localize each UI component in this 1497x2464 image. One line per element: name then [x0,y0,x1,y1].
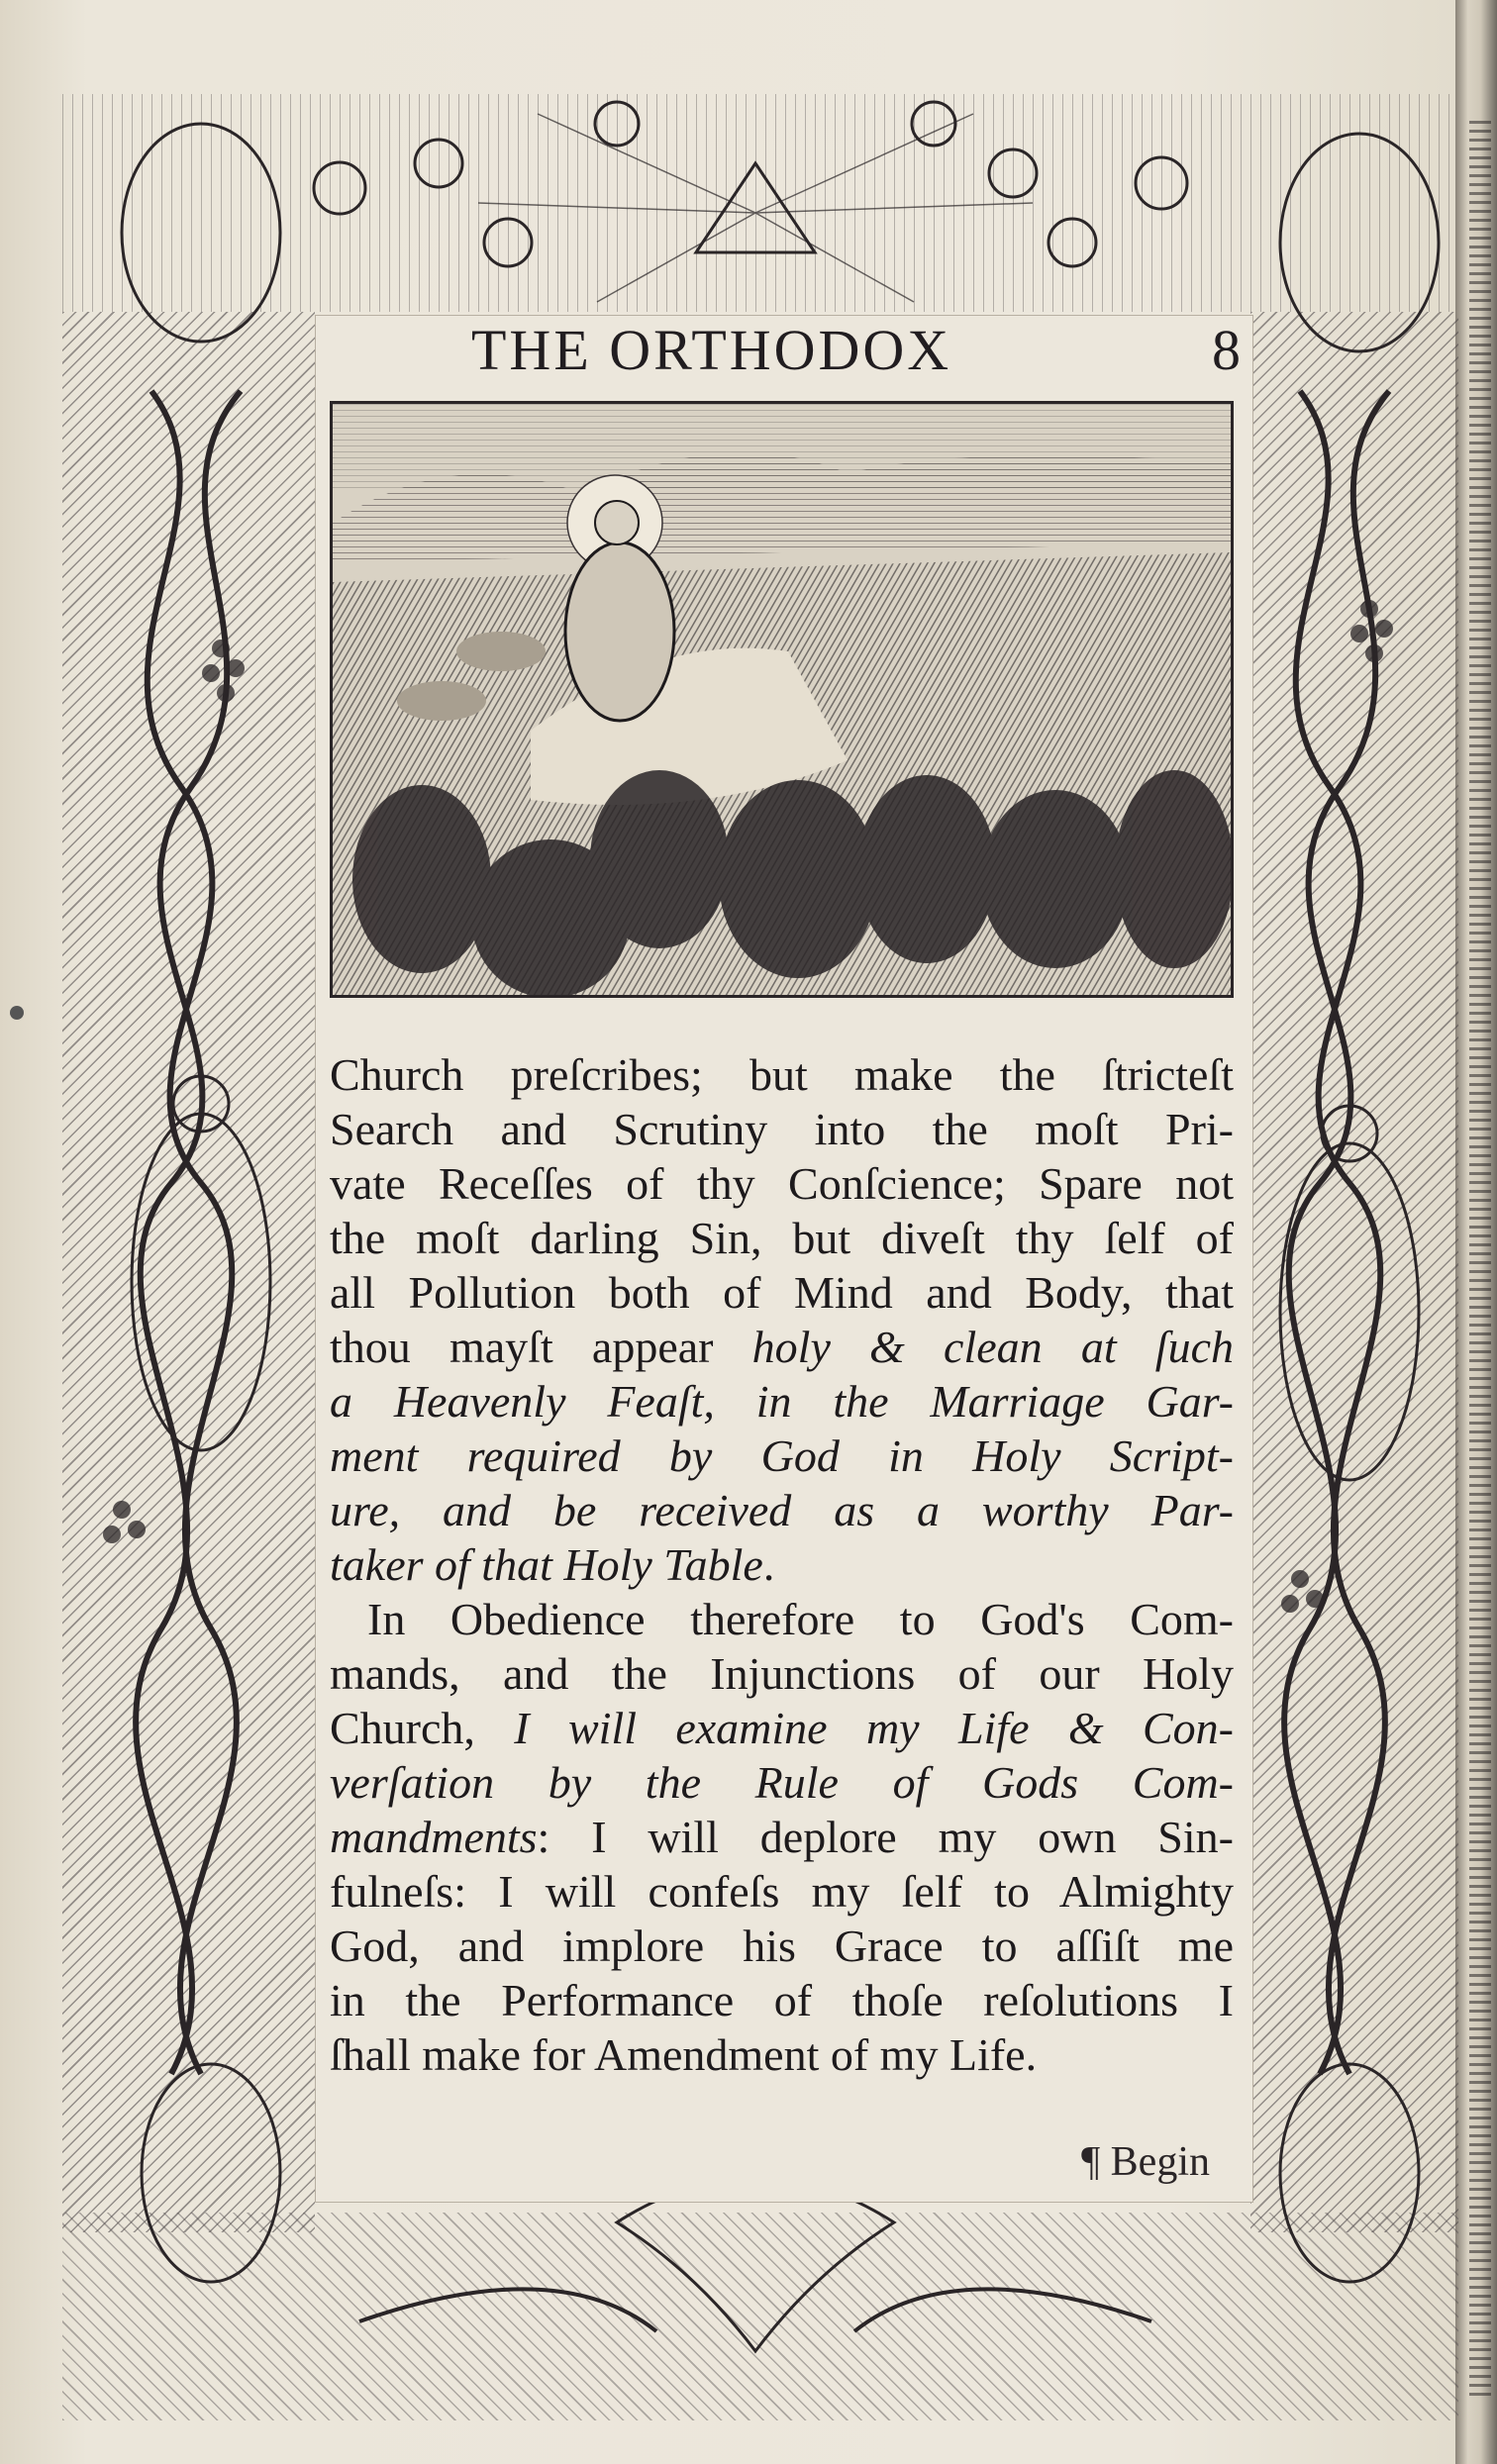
italic-text: I will examine my Life & Con- [514,1703,1234,1753]
italic-text: verſation by the Rule of Gods Com- [330,1757,1234,1808]
italic-text: holy & clean at ſuch [751,1322,1234,1372]
text-line [330,1047,1234,1102]
page-hole [10,1006,24,1020]
italic-text: ment required by God in Holy Script- [330,1430,1234,1481]
header-title: THE ORTHODOX [471,317,952,382]
roman-text: all Pollution both of Mind and Body, that [330,1267,1234,1318]
roman-text: the moſt darling Sin, but diveſt thy ſelf of [330,1213,1234,1263]
page-number: 8 [1212,317,1244,382]
roman-text: in the Performance of thoſe reſolutions I [330,1975,1234,2025]
text-line [330,1102,1234,1156]
roman-text: mands, and the Injunctions of our Holy [330,1648,1234,1699]
body-text [330,1047,1234,2082]
roman-text: In Obedience therefore to God's Com- [367,1594,1234,1644]
roman-text: Church preſcribes; but make the ſtricteſt [330,1049,1234,1100]
running-header [471,315,1244,384]
text-line [330,1320,1234,1374]
italic-text: ure, and be received as a worthy Par- [330,1485,1234,1535]
text-line [330,1810,1234,1864]
text-line [330,1592,1234,1646]
italic-text: a Heavenly Feaſt, in the Marriage Gar- [330,1376,1234,1427]
trinity-triangle-icon [696,163,815,252]
roman-text: Church, [330,1703,515,1753]
roman-text: thou mayſt appear [330,1322,752,1372]
text-line [330,1701,1234,1755]
catchword: ¶ Begin [1081,2139,1210,2185]
text-line [330,2027,1234,2082]
text-line [330,1646,1234,1701]
engraving-feeding-the-multitude [330,401,1234,998]
text-line [330,1483,1234,1537]
text-line [330,1374,1234,1429]
engraving-illustration [333,404,1231,995]
roman-text: vate Receſſes of thy Conſcience; Spare not [330,1158,1234,1209]
italic-text: mandments [330,1812,538,1862]
roman-text: ſhall make for Amendment of my Life. [330,2029,1038,2080]
text-line [330,1156,1234,1211]
text-line [330,1919,1234,1973]
text-line [330,1755,1234,1810]
text-line [330,1429,1234,1483]
roman-text: : I will deplore my own Sin- [537,1812,1234,1862]
text-line [330,1211,1234,1265]
text-line [330,1864,1234,1919]
text-line [330,1537,1234,1592]
roman-text: God, and implore his Grace to aſſiſt me [330,1921,1234,1971]
pelican-icon [617,2178,894,2351]
roman-text: fulneſs: I will confeſs my ſelf to Almighty [330,1866,1234,1917]
text-line [330,1973,1234,2027]
text-line [330,1265,1234,1320]
italic-text: taker of that Holy Table [330,1539,763,1590]
roman-text: Search and Scrutiny into the moſt Pri- [330,1104,1234,1154]
roman-text: . [762,1539,775,1590]
adjacent-page-edge [1455,0,1497,2464]
